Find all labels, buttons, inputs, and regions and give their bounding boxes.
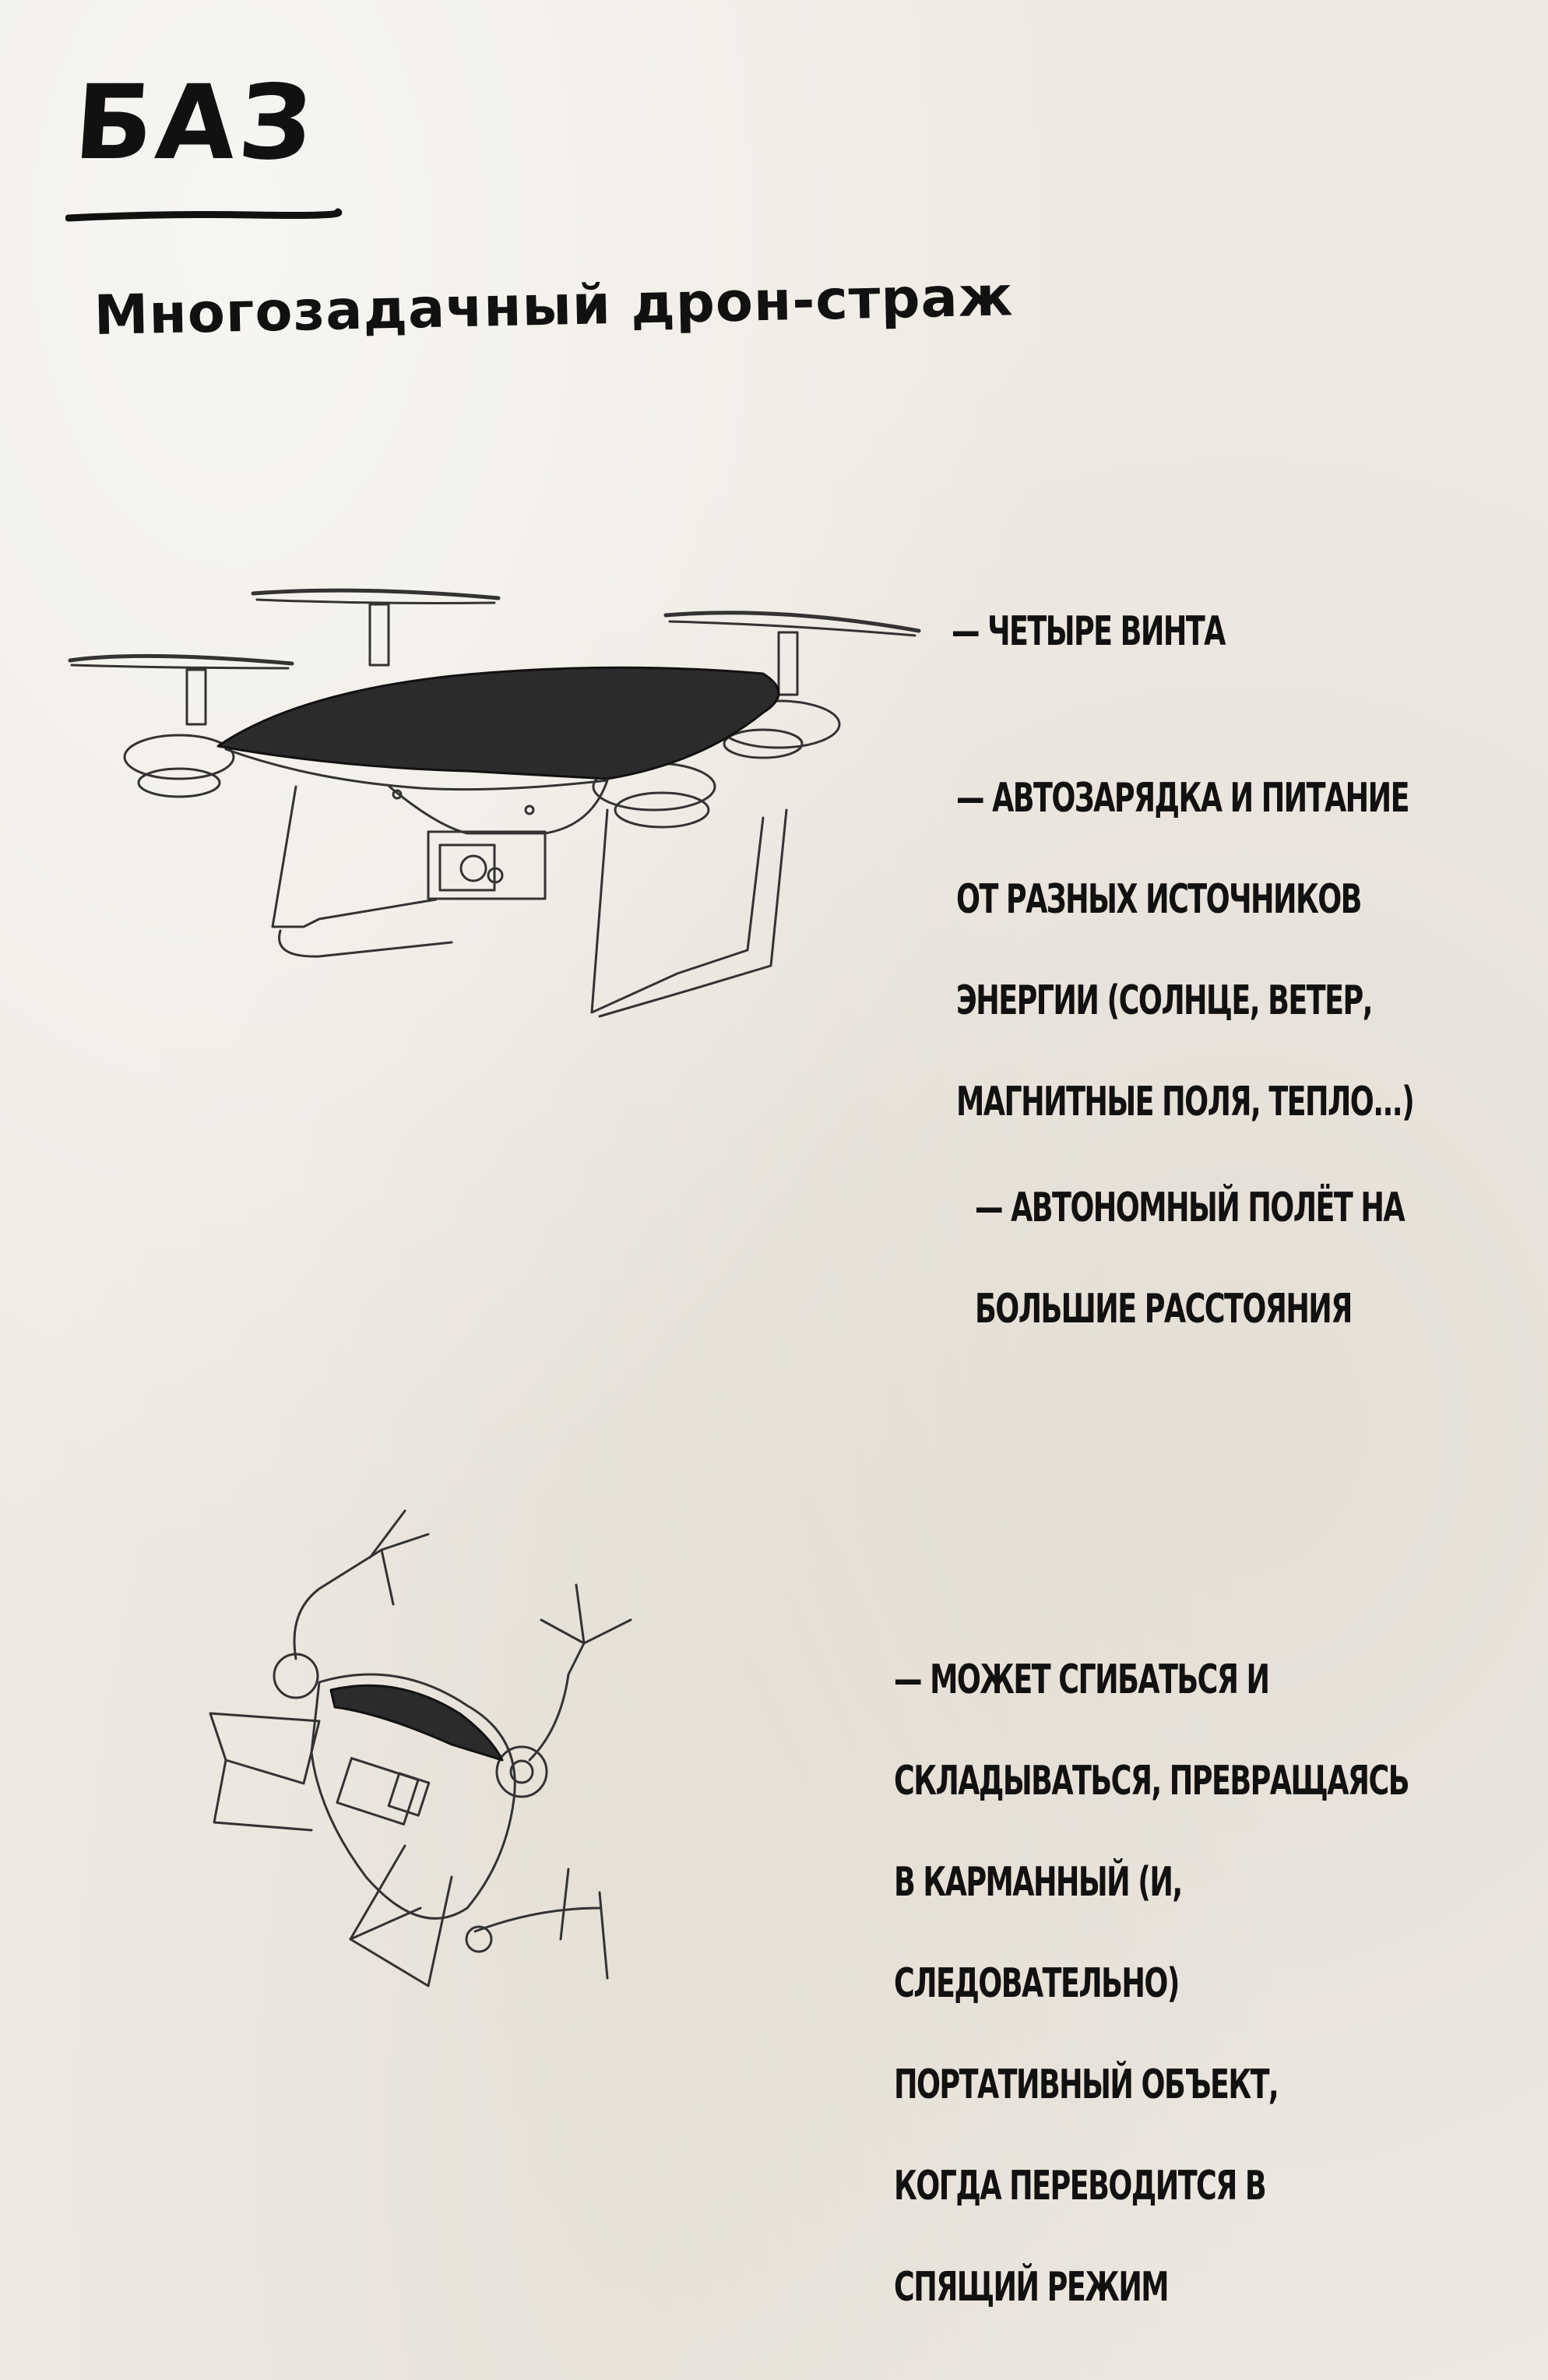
note-line: — МОЖЕТ СГИБАТЬСЯ И [894, 1656, 1269, 1703]
note-line: СЛЕДОВАТЕЛЬНО) [894, 1960, 1179, 2007]
title-underline [65, 204, 346, 227]
page-title: БАЗ [70, 63, 319, 183]
note-line: СКЛАДЫВАТЬСЯ, ПРЕВРАЩАЯСЬ [894, 1758, 1409, 1804]
note-line: СПЯЩИЙ РЕЖИМ [894, 2264, 1169, 2311]
drone-folded-sketch [195, 1503, 755, 2048]
note-line: МАГНИТНЫЕ ПОЛЯ, ТЕПЛО...) [956, 1079, 1414, 1125]
note-propellers [952, 581, 1225, 682]
note-line: — АВТОНОМНЫЙ ПОЛЁТ НА [975, 1185, 1405, 1231]
drone-flying-sketch [62, 576, 934, 1075]
note-line: КОГДА ПЕРЕВОДИТСЯ В [894, 2163, 1266, 2209]
note-line: В КАРМАННЫЙ (И, [894, 1859, 1182, 1906]
note-line: ПОРТАТИВНЫЙ ОБЪЕКТ, [894, 2061, 1279, 2108]
note-charging [956, 748, 1413, 1153]
note-flight [975, 1157, 1404, 1360]
note-line: ЭНЕРГИИ (СОЛНЦЕ, ВЕТЕР, [956, 977, 1372, 1024]
note-line: БОЛЬШИЕ РАССТОЯНИЯ [975, 1286, 1352, 1333]
note-line: — АВТОЗАРЯДКА И ПИТАНИЕ [956, 775, 1409, 822]
note-folding [894, 1629, 1409, 2338]
page-subtitle: Многозадачный дрон-страж [93, 264, 1015, 347]
note-line: ОТ РАЗНЫХ ИСТОЧНИКОВ [956, 876, 1361, 923]
note-line: — ЧЕТЫРЕ ВИНТА [952, 608, 1225, 655]
